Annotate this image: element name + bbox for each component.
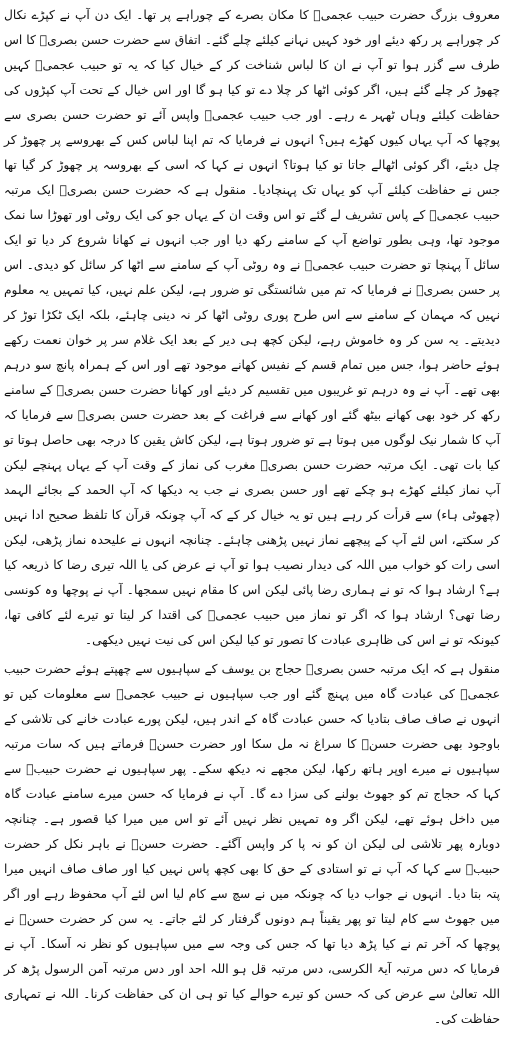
paragraph-1: معروف بزرگ حضرت حبیب عجمیؒ کا مکان بصرے کے چوراہے پر تھا۔ ایک دن آپ نے کپڑے نکال کر چوراہے پر رکھ دیئے اور خود کہیں نہانے کیلئے چلے گئے۔ اتفاق سے حضرت حسن بصریؒ کا اس طرف سے گزر ہوا تو آپ نے ان کا لباس شناخت کر کے خیال کیا کہ یہ تو حبیب عجمیؒ کہیں چھوڑ کر چلے گئے ہیں، اگر کوئی اٹھا کر چلا دے تو کیا ہو گا اور اس خیال کے تحت آپ کپڑوں کی حفاظت کیلئے وہاں ٹھہر ے رہے۔ اور جب حبیب عجمیؒ واپس آئے تو حضرت حسن بصری سے پوچھا کہ آپ یہاں کیوں کھڑے ہیں؟ انہوں نے فرمایا کہ تم اپنا لباس کس کے بھروسے پر چھوڑ کر چل دیئے، اگر کوئی اٹھالے جاتا تو کیا ہوتا؟ انہوں نے کہا کہ اسی کے بھروسہ پر چھوڑ کر گیا تھا جس نے حفاظت کیلئے آپ کو یہاں تک پہنچادیا۔ منقول ہے کہ حضرت حسن بصریؒ ایک مرتبہ حبیب عجمیؒ کے پاس تشریف لے گئے تو اس وقت ان کے یہاں جو کی ایک روٹی اور تھوڑا سا نمک موجود تھا، وہی بطور تواضع آپ کے سامنے رکھ دیا اور جب انہوں نے کھانا شروع کر دیا تو ایک سائل آ پہنچا تو حضرت حبیب عجمیؒ نے وہ روٹی آپ کے سامنے سے اٹھا کر سائل کو دیدی۔ اس پر حسن بصریؒ نے فرمایا کہ تم میں شائستگی تو ضرور ہے، لیکن علم نہیں، کیا تمہیں یہ معلوم نہیں کہ مہمان کے سامنے سے اس طرح پوری روٹی اٹھا کر نہ دینی چاہئے، بلکہ ایک ٹکڑا توڑ کر دیدیتے۔ یہ سن کر وہ خاموش رہے، لیکن کچھ ہی دیر کے بعد ایک غلام سر پر خوان نعمت رکھے ہوئے حاضر ہوا، جس میں تمام قسم کے نفیس کھانے موجود تھے اور اس کے ہمراہ پانچ سو درہم بھی تھے۔ آپ نے وہ درہم تو غریبوں میں تقسیم کر دیئے اور کھانا حضرت حسن بصریؒ کے سامنے رکھ کر خود بھی کھانے بیٹھ گئے اور کھانے سے فراغت کے بعد حضرت حسن بصریؒ سے فرمایا کہ آپ کا شمار نیک لوگوں میں ہوتا ہے تو ضرور ہوتا ہے، لیکن کاش یقین کا درجہ بھی حاصل ہوتا تو کیا بات تھی۔ ایک مرتبہ حضرت حسن بصریؒ مغرب کی نماز کے وقت آپ کے یہاں پہنچے لیکن آپ نماز کیلئے کھڑے ہو چکے تھے اور حسن بصری نے جب یہ دیکھا کہ آپ الحمد کے بجائے الہمد (چھوٹی ہاء) سے قرأت کر رہے ہیں تو یہ خیال کر کے کہ آپ چونکہ قرآن کا تلفظ صحیح ادا نہیں کر سکتے، اس لئے آپ کے پیچھے نماز نہیں پڑھنی چاہئے۔ چنانچہ انہوں نے علیحدہ نماز پڑھی، لیکن اسی رات کو خواب میں اللہ کی دیدار نصیب ہوا تو آپ نے عرض کی یا اللہ تیری رضا کا ذریعہ کیا ہے؟ ارشاد ہوا کہ تو نے ہماری رضا پائی لیکن اس کا مقام نہیں سمجھا۔ آپ نے پوچھا وہ کونسی رضا تھی؟ ارشاد ہوا کہ اگر تو نماز میں حبیب عجمیؒ کی اقتدا کر لیتا تو تیرے لئے کافی تھا، کیونکہ تو نے اس کی ظاہری عبادت کا تصور تو کیا لیکن اس کی نیت نہیں دیکھی۔ (4, 8, 500, 647)
paragraph-2: منقول ہے کہ ایک مرتبہ حسن بصریؒ حجاج بن یوسف کے سپاہیوں سے چھپتے ہوئے حضرت حبیب عجمیؒ کی عبادت گاہ میں پہنچ گئے اور جب سپاہیوں نے حبیب عجمیؒ سے معلومات کیں تو انہوں نے صاف صاف بتادیا کہ حسن عبادت گاہ کے اندر ہیں، لیکن پورے عبادت خانے کی تلاشی کے باوجود بھی حضرت حسنؒ کا سراغ نہ مل سکا اور حضرت حسنؒ فرماتے ہیں کہ سات مرتبہ سپاہیوں نے میرے اوپر ہاتھ رکھا، لیکن مجھے نہ دیکھ سکے۔ پھر سپاہیوں نے حضرت حبیبؒ سے کہا کہ حجاج تم کو جھوٹ بولنے کی سزا دے گا۔ آپ نے فرمایا کہ حسن میرے سامنے عبادت گاہ میں داخل ہوئے تھے، لیکن اگر وہ تمہیں نظر نہیں آئے تو اس میں میرا کیا قصور ہے۔ چنانچہ دوبارہ پھر تلاشی لی لیکن ان کو نہ پا کر واپس آگئے۔ حضرت حسنؒ نے باہر نکل کر حضرت حبیبؒ سے کہا کہ آپ نے تو استادی کے حق کا بھی کچھ پاس نہیں کیا اور صاف صاف انہیں میرا پتہ بتا دیا۔ انہوں نے جواب دیا کہ چونکہ میں نے سچ سے کام لیا اس لئے آپ محفوظ رہے اور اگر میں جھوٹ سے کام لیتا تو پھر یقیناً ہم دونوں گرفتار کر لئے جاتے۔ یہ سن کر حضرت حسنؒ نے پوچھا کہ آخر تم نے کیا پڑھ دیا تھا کہ جس کی وجہ سے میں سپاہیوں کو نظر نہ آسکا۔ آپ نے فرمایا کہ دس مرتبہ آیۃ الکرسی، دس مرتبہ قل ہو اللہ احد اور دس مرتبہ آمن الرسول پڑھ کر اللہ تعالیٰ سے عرض کی کہ حسن کو تیرے حوالے کیا تو ہی ان کی حفاظت کرنا۔ اللہ نے تمہاری حفاظت کی۔ (4, 662, 500, 1026)
